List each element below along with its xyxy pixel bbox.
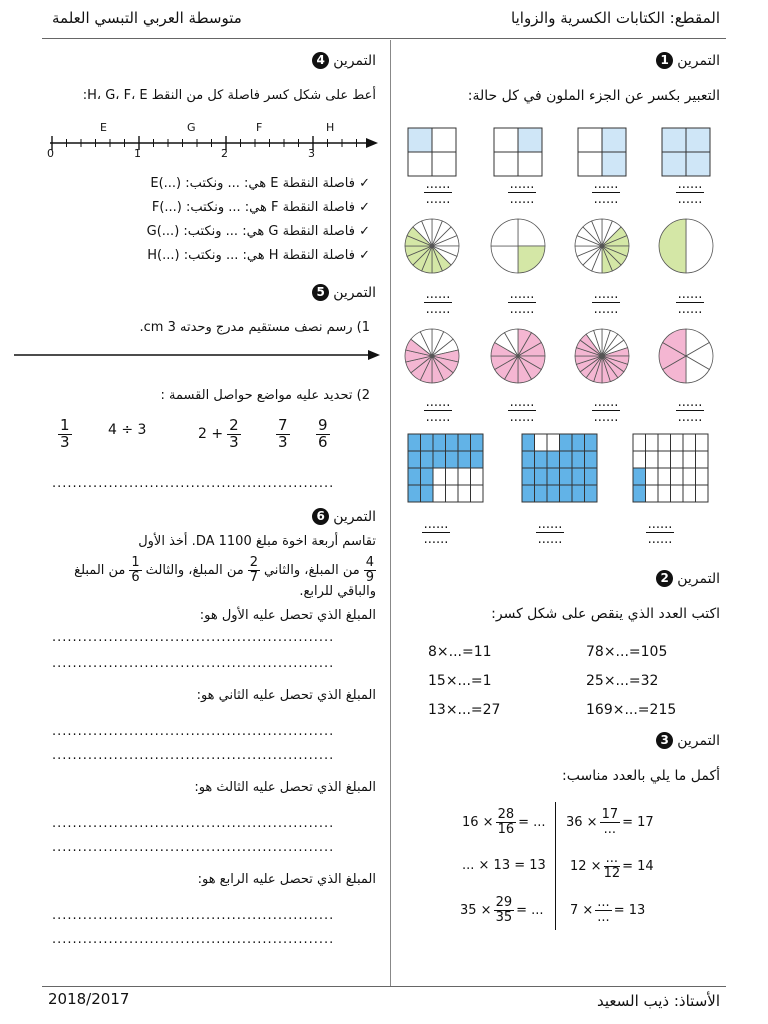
ex1-answer-fraction[interactable] xyxy=(660,396,720,424)
answer-numerator[interactable]: ...... xyxy=(425,395,451,410)
ex3-left-3 xyxy=(460,896,544,924)
grid-cell xyxy=(560,485,573,502)
frac-den: 6 xyxy=(318,432,328,451)
ex3-r1-r: = 17 xyxy=(622,814,654,830)
ex1-answer-fraction[interactable] xyxy=(408,178,468,206)
ex3-right-1 xyxy=(566,808,654,836)
ex3-r3-r: = 13 xyxy=(613,902,646,918)
ex1-instruction: التعبير بكسر عن الجزء الملون في كل حالة: xyxy=(467,88,720,104)
fraction-square-cell xyxy=(518,128,542,152)
grid-cell xyxy=(471,468,484,485)
grid-cell xyxy=(696,485,709,502)
ex3-separator xyxy=(555,802,556,930)
ex2-instruction: اكتب العدد الذي ينقص على شكل كسر: xyxy=(491,606,720,622)
grid-cell xyxy=(433,485,446,502)
ex3-number-badge: 3 xyxy=(656,732,673,749)
ex1-answer-fraction[interactable] xyxy=(630,518,690,546)
grid-cell xyxy=(560,451,573,468)
answer-denominator[interactable]: ...... xyxy=(509,191,535,207)
fraction-square-cell xyxy=(662,152,686,176)
answer-denominator[interactable]: ...... xyxy=(677,191,703,207)
ex1-answer-fraction[interactable] xyxy=(492,178,552,206)
grid-cell xyxy=(547,451,560,468)
fraction-square-cell xyxy=(578,152,602,176)
pie-slice xyxy=(491,246,518,273)
grid-cell xyxy=(683,451,696,468)
grid-cell xyxy=(421,451,434,468)
ex3-l3-r: = ... xyxy=(516,902,544,918)
ex5-frac-7-3 xyxy=(276,418,290,451)
grid-cell xyxy=(646,451,659,468)
answer-numerator[interactable]: ...... xyxy=(509,395,535,410)
header-divider xyxy=(42,38,726,39)
ex6-question-3: المبلغ الذي تحصل عليه الثالث هو: xyxy=(194,780,376,795)
pie-slice xyxy=(518,246,545,273)
fraction-square-cell xyxy=(662,128,686,152)
answer-denominator[interactable]: ...... xyxy=(537,531,563,547)
ex4-item-text: فاصلة النقطة G هي: ... ونكتب: (...)G xyxy=(146,224,355,239)
ex3-l2-a: ... × 13 = 13 xyxy=(462,858,546,873)
grid-cell xyxy=(522,451,535,468)
ex4-item-E xyxy=(150,176,370,191)
ex5-expr-mixed xyxy=(198,418,241,451)
grid-cell xyxy=(696,468,709,485)
pie-slice xyxy=(491,219,518,246)
column-divider xyxy=(390,40,391,986)
frac-den: 9 xyxy=(365,569,374,585)
answer-numerator[interactable]: ...... xyxy=(593,287,619,302)
grid-cell xyxy=(658,485,671,502)
grid-cell xyxy=(646,485,659,502)
pie-slice xyxy=(686,219,713,273)
fraction-square-cell xyxy=(602,152,626,176)
frac-num: 2 xyxy=(249,555,258,570)
ex6-text-c: من المبلغ xyxy=(74,562,126,578)
ex5-expr-div: 4 ÷ 3 xyxy=(108,422,147,438)
grid-cell xyxy=(658,451,671,468)
frac-num: 1 xyxy=(60,416,70,434)
grid-cell xyxy=(433,468,446,485)
ex1-title xyxy=(656,52,720,69)
answer-denominator[interactable]: ...... xyxy=(509,301,535,317)
grid-cell xyxy=(446,468,459,485)
frac-den: 7 xyxy=(249,569,258,585)
ex3-l1-num: 28 xyxy=(497,807,515,822)
answer-denominator[interactable]: ...... xyxy=(425,301,451,317)
grid-cell xyxy=(572,485,585,502)
ex6-question-1: المبلغ الذي تحصل عليه الأول هو: xyxy=(199,608,376,623)
ex4-item-F xyxy=(152,200,370,215)
grid-cell xyxy=(658,434,671,451)
answer-denominator[interactable]: ...... xyxy=(593,409,619,425)
answer-denominator[interactable]: ...... xyxy=(425,191,451,207)
grid-cell xyxy=(658,468,671,485)
grid-cell xyxy=(683,434,696,451)
grid-cell xyxy=(458,485,471,502)
answer-denominator[interactable]: ...... xyxy=(677,409,703,425)
ex2-eq-r3: 169×...=215 xyxy=(586,702,677,718)
fraction-square-cell xyxy=(686,128,710,152)
pie-slice xyxy=(659,219,686,273)
grid-cell xyxy=(585,434,598,451)
axis-number-1: 1 xyxy=(134,147,141,160)
ex1-answer-fraction[interactable] xyxy=(660,178,720,206)
grid-cell xyxy=(572,451,585,468)
grid-cell xyxy=(547,468,560,485)
ex3-r2-num: ... xyxy=(605,851,619,866)
grid-cell xyxy=(522,485,535,502)
ex3-r2-a: 12 × xyxy=(570,858,602,874)
answer-denominator[interactable]: ...... xyxy=(509,409,535,425)
answer-denominator[interactable]: ...... xyxy=(593,191,619,207)
answer-numerator[interactable]: ...... xyxy=(593,395,619,410)
grid-cell xyxy=(471,485,484,502)
axis-number-3: 3 xyxy=(308,147,315,160)
ex5-number-badge: 5 xyxy=(312,284,329,301)
ex3-l1-den: 16 xyxy=(497,821,515,837)
ex1-title-label: التمرين xyxy=(677,52,720,69)
grid-cell xyxy=(633,434,646,451)
grid-cell xyxy=(408,451,421,468)
ex6-answer-3a[interactable]: ....................................................... xyxy=(52,816,335,831)
fraction-square-cell xyxy=(518,152,542,176)
grid-cell xyxy=(547,485,560,502)
grid-cell xyxy=(421,485,434,502)
ex5-frac-1-3 xyxy=(58,418,72,451)
school-year: 2018/2017 xyxy=(48,990,130,1008)
answer-numerator[interactable]: ...... xyxy=(423,517,449,532)
ex4-item-G xyxy=(147,224,370,239)
ex6-statement-3: والباقي للرابع. xyxy=(299,584,376,599)
axis-number-0: 0 xyxy=(47,147,54,160)
ex3-right-3 xyxy=(570,896,645,924)
ex5-half-line xyxy=(12,348,382,362)
answer-numerator[interactable]: ...... xyxy=(537,517,563,532)
ex1-answer-fraction[interactable] xyxy=(520,518,580,546)
ex3-instruction: أكمل ما يلي بالعدد مناسب: xyxy=(562,768,720,784)
answer-numerator[interactable]: ...... xyxy=(509,177,535,192)
fraction-square-cell xyxy=(602,128,626,152)
ex5-title xyxy=(312,284,376,301)
ex3-r3-den: ... xyxy=(597,909,610,925)
axis-label-G: G xyxy=(187,121,196,134)
grid-cell xyxy=(458,468,471,485)
ex5-question-1: 1) رسم نصف مستقيم مدرج وحدته 3 cm. xyxy=(139,320,370,335)
grid-cell xyxy=(433,434,446,451)
ex4-item-H xyxy=(147,248,370,263)
check-icon: ✓ xyxy=(359,248,370,263)
check-icon: ✓ xyxy=(359,224,370,239)
ex1-answer-fraction[interactable] xyxy=(408,288,468,316)
ex5-question-2: 2) تحديد عليه مواضع حواصل القسمة : xyxy=(160,388,370,403)
fraction-square-cell xyxy=(494,128,518,152)
grid-cell xyxy=(646,434,659,451)
ex4-instruction: أعط على شكل كسر فاصلة كل من النقط H، G، F، E: xyxy=(82,88,376,103)
ex5-answer-line[interactable]: ....................................................... xyxy=(52,476,335,491)
grid-cell xyxy=(522,468,535,485)
grid-cell xyxy=(535,434,548,451)
ex1-answer-fraction[interactable] xyxy=(576,288,636,316)
ex2-title xyxy=(656,570,720,587)
answer-denominator[interactable]: ...... xyxy=(677,301,703,317)
grid-cell xyxy=(535,468,548,485)
axis-label-H: H xyxy=(326,121,335,134)
fraction-square-cell xyxy=(578,128,602,152)
ex2-eq-l3: 13×...=27 xyxy=(428,702,501,718)
ex3-r3-a: 7 × xyxy=(570,902,594,918)
ex5-frac-9-6 xyxy=(316,418,330,451)
ex3-r2-r: = 14 xyxy=(622,858,654,874)
answer-numerator[interactable]: ...... xyxy=(677,177,703,192)
answer-numerator[interactable]: ...... xyxy=(647,517,673,532)
grid-cell xyxy=(408,485,421,502)
answer-denominator[interactable]: ...... xyxy=(425,409,451,425)
ex1-answer-fraction[interactable] xyxy=(576,178,636,206)
ex3-title-label: التمرين xyxy=(677,732,720,749)
grid-cell xyxy=(471,451,484,468)
grid-cell xyxy=(560,434,573,451)
answer-denominator[interactable]: ...... xyxy=(423,531,449,547)
ex4-title xyxy=(312,52,376,69)
ex6-statement-1: تقاسم أربعة اخوة مبلغ 1100 DA. أخذ الأول xyxy=(138,534,376,549)
ex6-number-badge: 6 xyxy=(312,508,329,525)
ex4-number-badge: 4 xyxy=(312,52,329,69)
grid-cell xyxy=(560,468,573,485)
axis-number-2: 2 xyxy=(221,147,228,160)
grid-cell xyxy=(471,434,484,451)
ex4-item-text: فاصلة النقطة E هي: ... ونكتب: (...)E xyxy=(150,176,355,191)
grid-cell xyxy=(646,468,659,485)
grid-cell xyxy=(585,451,598,468)
check-icon: ✓ xyxy=(359,200,370,215)
ex6-answer-2a[interactable]: ....................................................... xyxy=(52,724,335,739)
ex3-r3-num: ... xyxy=(597,895,610,910)
answer-numerator[interactable]: ...... xyxy=(425,287,451,302)
grid-cell xyxy=(458,434,471,451)
ex3-left-2 xyxy=(462,858,546,873)
grid-cell xyxy=(535,485,548,502)
grid-cell xyxy=(585,485,598,502)
grid-cell xyxy=(408,468,421,485)
ex6-text-a: من المبلغ، والثاني xyxy=(263,562,360,578)
ex6-statement-2 xyxy=(74,556,376,584)
ex2-eq-l1: 8×...=11 xyxy=(428,644,492,660)
ex1-answer-fraction[interactable] xyxy=(660,288,720,316)
grid-cell xyxy=(633,451,646,468)
ex3-title xyxy=(656,732,720,749)
answer-numerator[interactable]: ...... xyxy=(677,287,703,302)
ex3-r2-den: 12 xyxy=(603,865,621,881)
ex2-eq-r1: 78×...=105 xyxy=(586,644,668,660)
school-name: متوسطة العربي التبسي العلمة xyxy=(52,9,242,27)
answer-numerator[interactable]: ...... xyxy=(425,177,451,192)
answer-numerator[interactable]: ...... xyxy=(593,177,619,192)
ex6-title-label: التمرين xyxy=(333,508,376,525)
fraction-square-cell xyxy=(408,152,432,176)
grid-cell xyxy=(547,434,560,451)
grid-cell xyxy=(535,451,548,468)
fraction-square-cell xyxy=(686,152,710,176)
grid-cell xyxy=(446,434,459,451)
ex1-number-badge: 1 xyxy=(656,52,673,69)
grid-cell xyxy=(633,468,646,485)
ex6-answer-4a[interactable]: ....................................................... xyxy=(52,908,335,923)
answer-denominator[interactable]: ...... xyxy=(647,531,673,547)
ex3-l3-num: 29 xyxy=(495,895,513,910)
grid-cell xyxy=(633,485,646,502)
grid-cell xyxy=(572,468,585,485)
frac-num: 7 xyxy=(278,416,288,434)
ex4-item-text: فاصلة النقطة F هي: ... ونكتب: (...)F xyxy=(151,200,355,215)
ex2-eq-l2: 15×...=1 xyxy=(428,673,492,689)
ex3-r1-a: 36 × xyxy=(566,814,598,830)
unit-title: المقطع: الكتابات الكسرية والزوايا xyxy=(511,9,720,27)
ex2-number-badge: 2 xyxy=(656,570,673,587)
grid-cell xyxy=(683,485,696,502)
ex2-title-label: التمرين xyxy=(677,570,720,587)
grid-cell xyxy=(696,451,709,468)
ex4-item-text: فاصلة النقطة H هي: ... ونكتب: (...)H xyxy=(147,248,355,263)
grid-cell xyxy=(671,468,684,485)
ex2-eq-r2: 25×...=32 xyxy=(586,673,659,689)
ex6-answer-4b[interactable]: ....................................................... xyxy=(52,932,335,947)
axis-label-F: F xyxy=(256,121,263,134)
grid-cell xyxy=(433,451,446,468)
ex3-l3-den: 35 xyxy=(495,909,513,925)
ex6-title xyxy=(312,508,376,525)
ex1-answer-fraction[interactable] xyxy=(408,396,468,424)
answer-denominator[interactable]: ...... xyxy=(593,301,619,317)
mixed-whole: 2 + xyxy=(198,426,224,443)
grid-cell xyxy=(408,434,421,451)
frac-den: 6 xyxy=(131,569,140,585)
grid-cell xyxy=(585,468,598,485)
grid-cell xyxy=(683,468,696,485)
ex6-answer-1a[interactable]: ....................................................... xyxy=(52,630,335,645)
answer-numerator[interactable]: ...... xyxy=(509,287,535,302)
ex3-l1-r: = ... xyxy=(518,814,546,830)
frac-num: 2 xyxy=(229,416,239,434)
ex3-left-1 xyxy=(462,808,546,836)
teacher-name: الأستاذ: ذيب السعيد xyxy=(597,992,720,1010)
grid-cell xyxy=(446,451,459,468)
ex3-right-2 xyxy=(570,852,654,880)
frac-den: 3 xyxy=(60,432,70,451)
ex3-l3-a: 35 × xyxy=(460,902,492,918)
grid-cell xyxy=(446,485,459,502)
frac-den: 3 xyxy=(278,432,288,451)
frac-num: 4 xyxy=(365,555,374,570)
ex1-answer-fraction[interactable] xyxy=(492,288,552,316)
frac-num: 9 xyxy=(318,416,328,434)
check-icon: ✓ xyxy=(359,176,370,191)
grid-cell xyxy=(671,485,684,502)
ex3-l1-a: 16 × xyxy=(462,814,494,830)
ex4-title-label: التمرين xyxy=(333,52,376,69)
answer-numerator[interactable]: ...... xyxy=(677,395,703,410)
ex5-title-label: التمرين xyxy=(333,284,376,301)
grid-cell xyxy=(572,434,585,451)
fraction-square-cell xyxy=(494,152,518,176)
grid-cell xyxy=(671,451,684,468)
fraction-square-cell xyxy=(408,128,432,152)
grid-cell xyxy=(458,451,471,468)
fraction-square-cell xyxy=(432,152,456,176)
footer-divider xyxy=(42,986,726,987)
grid-cell xyxy=(671,434,684,451)
grid-cell xyxy=(421,468,434,485)
frac-num: 1 xyxy=(131,555,140,570)
ex6-answer-1b[interactable]: ....................................................... xyxy=(52,656,335,671)
ex6-answer-3b[interactable]: ....................................................... xyxy=(52,840,335,855)
ex6-answer-2b[interactable]: ....................................................... xyxy=(52,748,335,763)
grid-cell xyxy=(696,434,709,451)
grid-cell xyxy=(421,434,434,451)
pie-slice xyxy=(518,219,545,246)
ex6-question-2: المبلغ الذي تحصل عليه الثاني هو: xyxy=(196,688,376,703)
grid-cell xyxy=(522,434,535,451)
ex1-answer-fraction[interactable] xyxy=(492,396,552,424)
axis-label-E: E xyxy=(100,121,107,134)
fraction-square-cell xyxy=(432,128,456,152)
ex3-r1-num: 17 xyxy=(601,807,619,822)
ex1-answer-fraction[interactable] xyxy=(576,396,636,424)
frac-den: 3 xyxy=(229,432,239,451)
ex6-question-4: المبلغ الذي تحصل عليه الرابع هو: xyxy=(197,872,376,887)
ex6-text-b: من المبلغ، والثالث xyxy=(145,562,244,578)
ex3-r1-den: ... xyxy=(603,821,617,837)
ex1-answer-fraction[interactable] xyxy=(406,518,466,546)
